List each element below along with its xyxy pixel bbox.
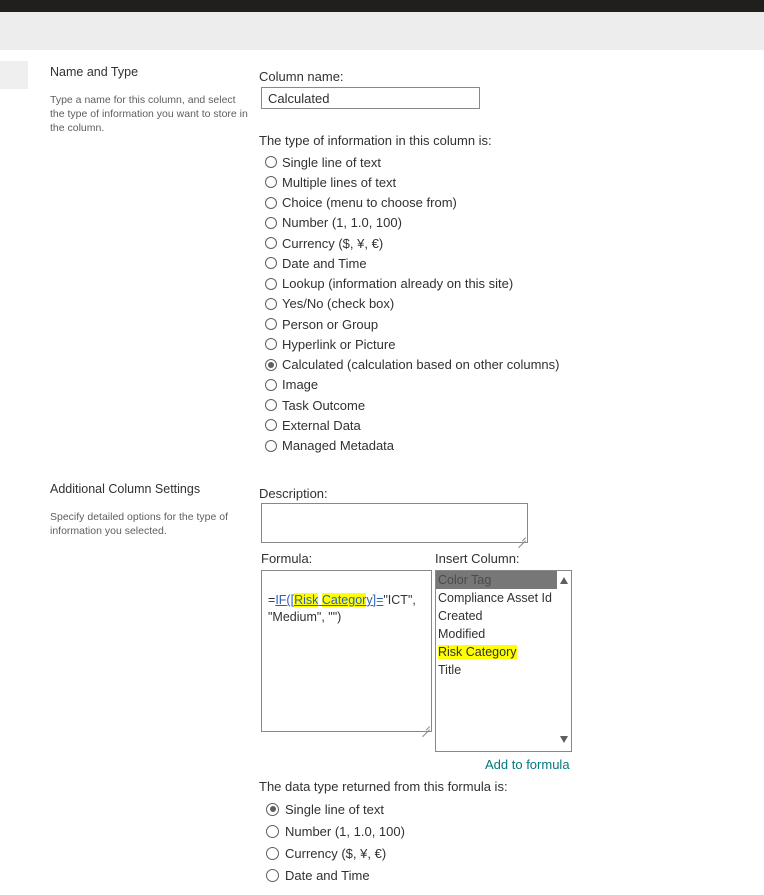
formula-value: "Medium", ""): [268, 610, 342, 624]
type-option-label: Person or Group: [282, 316, 379, 332]
add-to-formula-link[interactable]: Add to formula: [485, 757, 570, 772]
scroll-down-arrow-icon[interactable]: [560, 736, 568, 743]
return-type-option[interactable]: [266, 842, 405, 864]
column-type-label: The type of information in this column is:: [259, 133, 492, 148]
listbox-scrollbar[interactable]: [557, 571, 571, 751]
insert-column-item[interactable]: Modified: [438, 627, 486, 641]
radio-icon[interactable]: [265, 399, 277, 411]
insert-column-item[interactable]: Color Tag: [436, 571, 558, 589]
radio-icon[interactable]: [265, 217, 277, 229]
type-option[interactable]: [265, 193, 560, 213]
formula-column-word-end: y: [366, 593, 373, 607]
resize-handle-icon[interactable]: [518, 533, 526, 541]
return-type-option[interactable]: [266, 820, 405, 842]
formula-bracket-open: ([: [286, 593, 295, 607]
radio-icon[interactable]: [265, 278, 277, 290]
formula-bracket-close: ]=: [372, 593, 384, 607]
type-option-label: Currency ($, ¥, €): [282, 235, 384, 251]
type-option-label: Calculated (calculation based on other columns): [282, 357, 560, 373]
radio-icon[interactable]: [265, 379, 277, 391]
type-option-label: Yes/No (check box): [282, 296, 395, 312]
column-type-radio-group: [265, 152, 560, 456]
radio-icon[interactable]: [265, 237, 277, 249]
type-option[interactable]: [265, 233, 560, 253]
radio-icon[interactable]: [265, 318, 277, 330]
description-textarea[interactable]: [261, 503, 528, 543]
radio-icon[interactable]: [266, 803, 279, 816]
type-option[interactable]: [265, 334, 560, 354]
return-type-option-label: Currency ($, ¥, €): [285, 845, 387, 861]
type-option-label: Hyperlink or Picture: [282, 336, 396, 352]
left-nav-stub: [0, 61, 28, 89]
type-option-label: External Data: [282, 417, 361, 433]
insert-column-item[interactable]: [436, 643, 558, 661]
return-type-option[interactable]: [266, 864, 405, 886]
type-option-label: Date and Time: [282, 255, 367, 271]
type-option-label: Managed Metadata: [282, 438, 395, 454]
type-option[interactable]: [265, 375, 560, 395]
type-option[interactable]: [265, 152, 560, 172]
insert-column-label: Insert Column:: [435, 551, 520, 566]
radio-icon[interactable]: [266, 847, 279, 860]
return-type-radio-group: [266, 798, 405, 886]
insert-column-item[interactable]: Created: [438, 609, 483, 623]
return-type-option-label: Date and Time: [285, 867, 370, 883]
insert-column-listbox[interactable]: [435, 570, 572, 752]
radio-icon[interactable]: [265, 257, 277, 269]
type-option[interactable]: [265, 253, 560, 273]
type-option[interactable]: [265, 395, 560, 415]
radio-icon[interactable]: [265, 156, 277, 168]
radio-icon[interactable]: [265, 197, 277, 209]
type-option-label: Single line of text: [282, 154, 382, 170]
radio-icon[interactable]: [265, 359, 277, 371]
insert-column-item[interactable]: Title: [438, 663, 462, 677]
scroll-up-arrow-icon[interactable]: [560, 577, 568, 584]
type-option[interactable]: [265, 355, 560, 375]
section-title-name-type: Name and Type: [50, 65, 139, 79]
type-option[interactable]: [265, 213, 560, 233]
insert-column-list: [436, 571, 558, 679]
formula-function: IF: [275, 593, 287, 607]
return-type-option[interactable]: [266, 798, 405, 820]
type-option[interactable]: [265, 294, 560, 314]
radio-icon[interactable]: [265, 338, 277, 350]
return-type-label: The data type returned from this formula is:: [259, 779, 508, 794]
radio-icon[interactable]: [265, 298, 277, 310]
type-option[interactable]: [265, 274, 560, 294]
description-label: Description:: [259, 486, 328, 501]
top-bar: [0, 0, 764, 12]
insert-column-item[interactable]: Compliance Asset Id: [438, 591, 552, 605]
formula-value: "ICT",: [383, 593, 416, 607]
type-option-label: Number (1, 1.0, 100): [282, 215, 402, 231]
return-type-option-label: Number (1, 1.0, 100): [285, 823, 405, 839]
radio-icon[interactable]: [266, 825, 279, 838]
formula-text: [268, 592, 438, 626]
type-option[interactable]: [265, 314, 560, 334]
type-option-label: Multiple lines of text: [282, 174, 397, 190]
section-description-additional-settings: Specify detailed options for the type of information you selected.: [50, 511, 229, 537]
insert-column-item-label: Risk Category: [438, 645, 517, 659]
column-name-input[interactable]: Calculated: [261, 87, 480, 109]
type-option[interactable]: [265, 436, 560, 456]
type-option-label: Lookup (information already on this site): [282, 276, 514, 292]
radio-icon[interactable]: [266, 869, 279, 882]
column-name-label: Column name:: [259, 69, 344, 84]
radio-icon[interactable]: [265, 419, 277, 431]
formula-column-word: Risk: [294, 593, 319, 607]
type-option[interactable]: [265, 172, 560, 192]
formula-equals: =: [268, 593, 276, 607]
formula-column-word: Categor: [321, 593, 367, 607]
section-description-name-type: Type a name for this column, and select the type of information you want to store in the column.: [50, 94, 248, 134]
return-type-option-label: Single line of text: [285, 801, 385, 817]
formula-label: Formula:: [261, 551, 313, 566]
radio-icon[interactable]: [265, 440, 277, 452]
section-title-additional-settings: Additional Column Settings: [50, 482, 201, 496]
type-option-label: Image: [282, 377, 319, 393]
formula-textarea[interactable]: [261, 570, 432, 732]
resize-handle-icon[interactable]: [422, 722, 430, 730]
type-option-label: Task Outcome: [282, 397, 366, 413]
type-option[interactable]: [265, 415, 560, 435]
radio-icon[interactable]: [265, 176, 277, 188]
type-option-label: Choice (menu to choose from): [282, 195, 457, 211]
command-bar: [0, 12, 764, 50]
